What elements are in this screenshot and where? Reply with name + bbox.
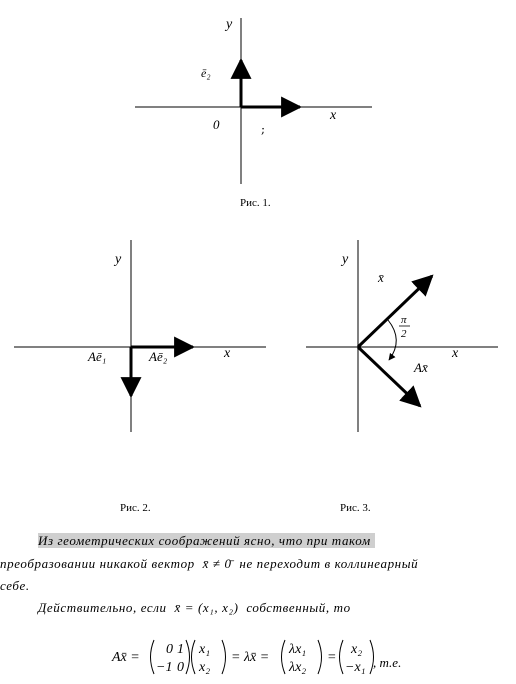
line4-text-a: Действительно, если	[38, 600, 167, 615]
figure-2	[14, 240, 266, 514]
line3-text: себе.	[0, 578, 30, 593]
fig2-ae1-label: Aē₁	[88, 349, 107, 364]
fig2-y-label: y	[115, 252, 122, 267]
fig3-vector-x-label: x̄	[378, 270, 384, 285]
lambda-x2: λx₂	[289, 660, 307, 675]
formula-lhs: Ax̄ =	[112, 650, 140, 665]
fig3-caption: Рис. 3.	[340, 502, 371, 514]
text-line-1	[0, 533, 516, 549]
line2-text-b: не переходит в коллинеарный	[239, 556, 419, 571]
eigen-formula	[0, 632, 516, 682]
figure-3	[306, 240, 498, 514]
text-line-3	[0, 578, 516, 594]
figure-1	[135, 17, 372, 209]
lambda-x1: λx₁	[289, 642, 307, 657]
fig2-x-label: x	[224, 346, 231, 361]
matrix-a21: −1	[156, 660, 173, 675]
fig1-x-label: x	[330, 108, 337, 123]
fig3-ax-vector	[358, 347, 420, 406]
fig3-angle-numerator: π	[401, 314, 407, 326]
formula-mid: = λx̄ =	[231, 650, 270, 665]
fig1-note-mark: ;	[261, 122, 266, 136]
fig3-y-label: y	[342, 252, 349, 267]
line4-math: x̄ = (x₁, x₂)	[174, 600, 239, 615]
fig3-vector-ax-label: Ax̄	[414, 360, 428, 375]
text-line-4	[0, 600, 516, 616]
vec-x2: x₂	[199, 660, 211, 675]
fig1-e2-label: ē₂	[201, 66, 211, 80]
line2-text-a: преобразовании никакой вектор	[0, 556, 195, 571]
result-x2: x₂	[351, 642, 363, 657]
formula-tail: , т.е.	[373, 655, 402, 670]
fig1-origin-label: 0	[213, 117, 220, 132]
line2-math: x̄ ≠ 0̄	[202, 556, 232, 571]
fig2-ae2-label: Aē₂	[149, 349, 168, 364]
formula-equals: =	[327, 650, 337, 665]
fig3-angle-denominator: 2	[401, 328, 407, 340]
fig3-x-vector	[358, 276, 432, 347]
text-line-2	[0, 556, 516, 572]
fig2-caption: Рис. 2.	[120, 502, 151, 514]
highlighted-sentence: Из геометрических соображений ясно, что при таком	[38, 533, 375, 548]
fig1-caption: Рис. 1.	[240, 197, 271, 209]
fig3-x-label: x	[452, 346, 459, 361]
result-neg-x1: −x₁	[345, 660, 366, 675]
matrix-a12: 1	[177, 642, 184, 657]
vec-x1: x₁	[199, 642, 211, 657]
matrix-a22: 0	[177, 660, 184, 675]
fig3-angle-arc	[388, 320, 396, 360]
line4-text-b: собственный, то	[246, 600, 351, 615]
fig1-y-label: y	[226, 17, 233, 32]
matrix-a11: 0	[166, 642, 173, 657]
